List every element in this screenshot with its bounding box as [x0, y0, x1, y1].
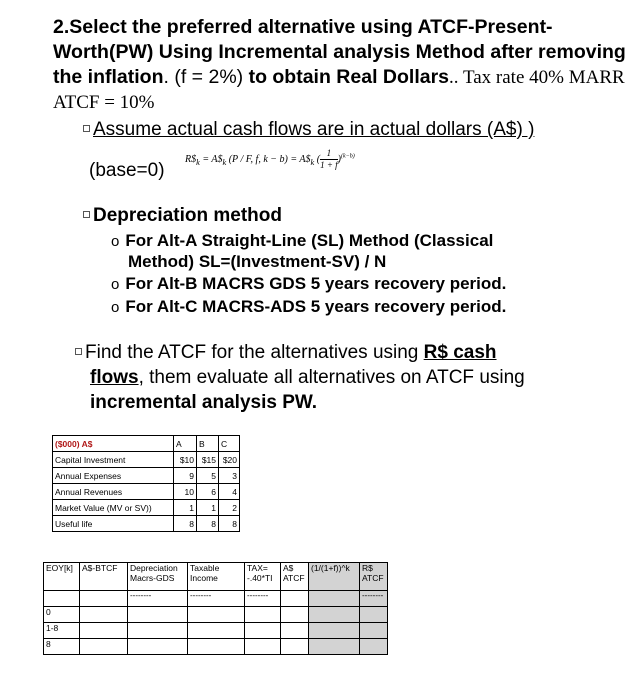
- worksheet-header-cell: R$ ATCF: [360, 563, 388, 591]
- row-label: Useful life: [53, 516, 174, 532]
- table-cell: $10: [174, 452, 197, 468]
- worksheet-header-cell: Taxable Income: [188, 563, 245, 591]
- formula-rs: R$: [185, 153, 197, 165]
- assume-line: [83, 119, 534, 141]
- alt-a-text-1: For Alt-A Straight-Line (SL) Method (Classical: [125, 231, 494, 250]
- heading-text-2: to obtain Real Dollars: [243, 66, 450, 88]
- table-cell: $15: [197, 452, 219, 468]
- alt-a-line: [111, 230, 493, 252]
- table-cell: 1: [174, 500, 197, 516]
- worksheet-header-cell: Depreciation Macrs-GDS: [128, 563, 188, 591]
- circle-bullet-icon: o: [111, 233, 120, 250]
- table-header-row: [53, 436, 240, 452]
- dash-cell: --------: [188, 591, 245, 607]
- find-line-2: [75, 365, 595, 390]
- square-bullet-icon: [83, 125, 90, 132]
- worksheet-header-cell: EOY[k]: [44, 563, 80, 591]
- find-text-1: Find the ATCF for the alternatives using: [85, 342, 424, 363]
- problem-heading: [53, 15, 633, 115]
- circle-bullet-icon: o: [111, 299, 120, 316]
- dash-cell: --------: [245, 591, 281, 607]
- find-text-3: incremental analysis PW.: [90, 392, 318, 413]
- worksheet-header-cell: A$ ATCF: [281, 563, 309, 591]
- table-row: [53, 452, 240, 468]
- depreciation-title-text: Depreciation method: [93, 205, 282, 226]
- base-label: (base=0): [89, 160, 165, 181]
- formula-fraction: [320, 148, 338, 171]
- find-flows: flows: [90, 367, 139, 388]
- alt-b-text: For Alt-B MACRS GDS 5 years recovery period.: [125, 274, 507, 293]
- worksheet-row: [44, 607, 388, 623]
- find-instruction: [75, 340, 595, 415]
- table-row: [53, 516, 240, 532]
- worksheet-row: [44, 623, 388, 639]
- eoy-cell: 8: [44, 639, 80, 655]
- find-rs-cash: R$ cash: [423, 342, 497, 363]
- dash-cell: --------: [360, 591, 388, 607]
- table-cell: 8: [197, 516, 219, 532]
- table-cell: $20: [219, 452, 240, 468]
- circle-bullet-icon: o: [111, 276, 120, 293]
- table-cell: 8: [174, 516, 197, 532]
- heading-tax-marr: .. Tax rate 40% MARR ATCF = 10%: [53, 67, 625, 113]
- table-row: [53, 484, 240, 500]
- table-header-cell: ($000) A$: [53, 436, 174, 452]
- square-bullet-icon: [83, 211, 90, 218]
- table-cell: 4: [219, 484, 240, 500]
- worksheet-header-cell: (1/(1+f))^k: [309, 563, 360, 591]
- row-label: Annual Revenues: [53, 484, 174, 500]
- table-row: [53, 500, 240, 516]
- table-row: [53, 468, 240, 484]
- table-cell: 5: [197, 468, 219, 484]
- table-header-cell: A: [174, 436, 197, 452]
- real-dollar-formula: $R\$_k$ = $A\$_k$ (P / F, f, $k - b) = A\$_k$ ( $\frac{1}{1 + f}$ )$^{(k-b)}$: [185, 148, 355, 170]
- formula-as: = A$: [199, 153, 223, 165]
- eoy-cell: 1-8: [44, 623, 80, 639]
- formula-pf: (P / F, f, k − b) = A$: [226, 153, 311, 165]
- worksheet-header-row: [44, 563, 388, 591]
- dash-cell: --------: [128, 591, 188, 607]
- worksheet-row: [44, 591, 388, 607]
- table-cell: 1: [197, 500, 219, 516]
- alt-a-line-2: Method) SL=(Investment-SV) / N: [128, 252, 387, 271]
- table-cell: 6: [197, 484, 219, 500]
- table-cell: 3: [219, 468, 240, 484]
- table-header-cell: B: [197, 436, 219, 452]
- worksheet-header-cell: A$-BTCF: [80, 563, 128, 591]
- row-label: Capital Investment: [53, 452, 174, 468]
- eoy-cell: 0: [44, 607, 80, 623]
- worksheet-header-cell: TAX= -.40*TI: [245, 563, 281, 591]
- alternatives-table: [52, 435, 240, 532]
- heading-inflation: . (f = 2%): [163, 66, 244, 88]
- table-cell: 8: [219, 516, 240, 532]
- assume-text: Assume actual cash flows are in actual dollars (A$) ): [93, 119, 535, 140]
- find-line-3: [75, 390, 595, 415]
- fraction-num: 1: [320, 148, 338, 160]
- worksheet-row: [44, 639, 388, 655]
- table-header-cell: C: [219, 436, 240, 452]
- atcf-worksheet-table: [43, 562, 388, 655]
- alt-b-line: [111, 273, 506, 295]
- row-label: Annual Expenses: [53, 468, 174, 484]
- row-label: Market Value (MV or SV)): [53, 500, 174, 516]
- table-cell: 2: [219, 500, 240, 516]
- alt-c-text: For Alt-C MACRS-ADS 5 years recovery period.: [125, 297, 507, 316]
- table-cell: 9: [174, 468, 197, 484]
- alt-c-line: [111, 296, 506, 318]
- formula-exponent: (k−b): [341, 153, 355, 160]
- fraction-den: 1 + f: [320, 160, 338, 170]
- square-bullet-icon: [75, 348, 82, 355]
- find-text-2: , them evaluate all alternatives on ATCF using: [138, 367, 525, 388]
- table-cell: 10: [174, 484, 197, 500]
- depreciation-title: [83, 205, 282, 227]
- heading-text-1: 2.Select the preferred alternative using ATCF-Present-Worth(PW) Using Incremental analysis Method after removing the inflation: [53, 16, 626, 88]
